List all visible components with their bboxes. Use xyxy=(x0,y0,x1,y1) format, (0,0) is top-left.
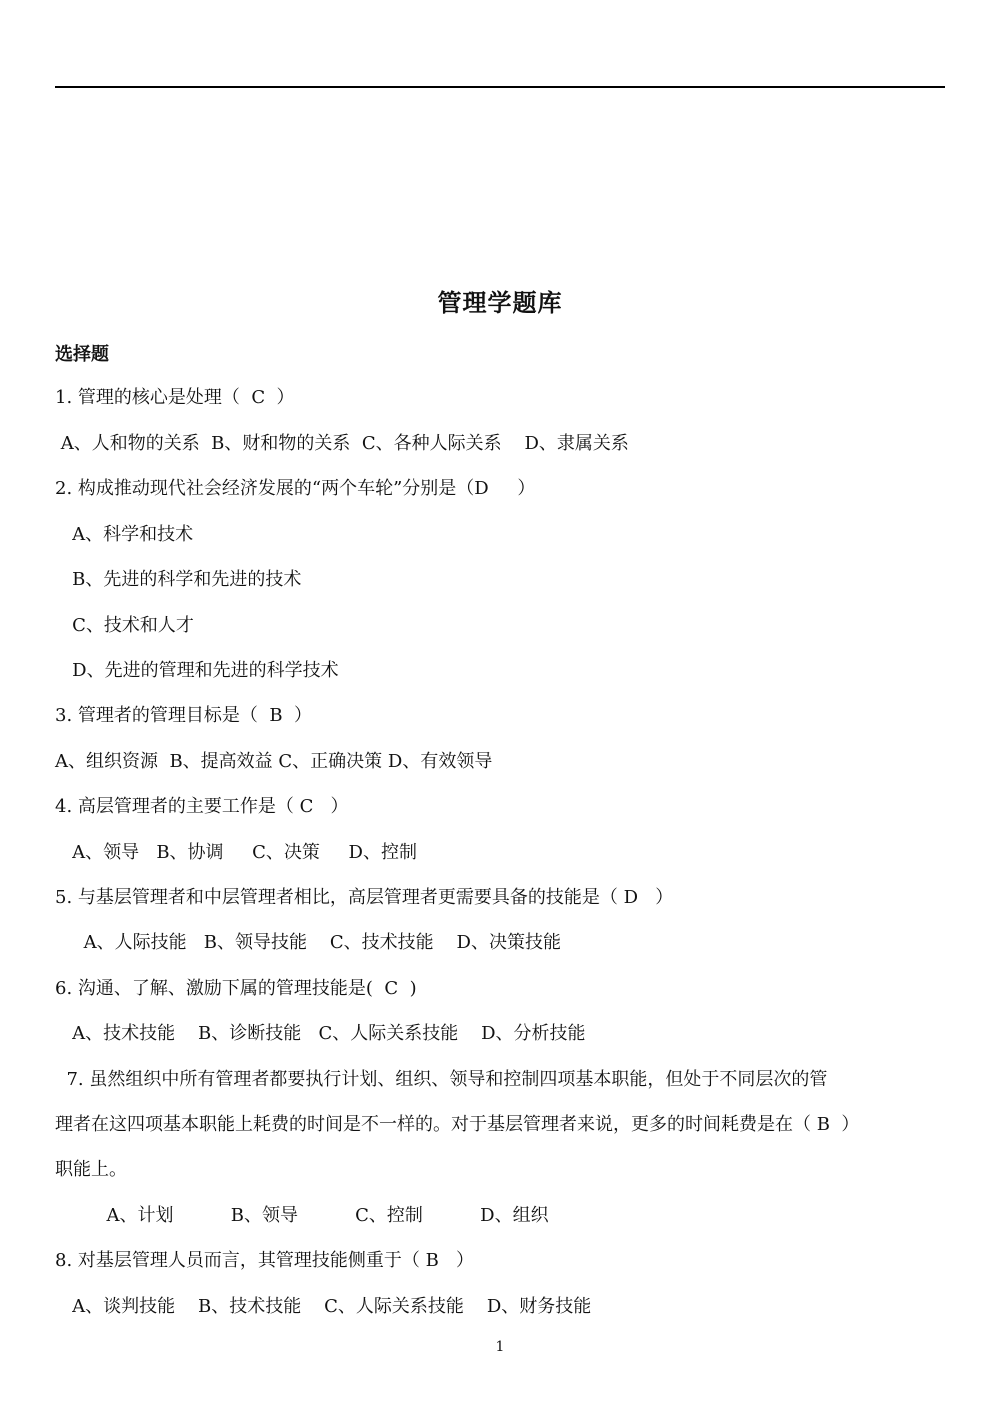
question-4: 4. 高层管理者的主要工作是（ C ） xyxy=(55,796,349,817)
question-8-options: A、谈判技能 B、技术技能 C、人际关系技能 D、财务技能 xyxy=(55,1296,592,1317)
question-2-option-b: B、先进的科学和先进的技术 xyxy=(55,569,302,590)
question-3: 3. 管理者的管理目标是（ B ） xyxy=(55,705,313,726)
question-6: 6. 沟通、了解、激励下属的管理技能是( C ) xyxy=(55,978,417,999)
question-2-option-c: C、技术和人才 xyxy=(55,615,194,636)
question-1-options: A、人和物的关系 B、财和物的关系 C、各种人际关系 D、隶属关系 xyxy=(55,433,629,454)
question-1: 1. 管理的核心是处理（ C ） xyxy=(55,387,295,408)
question-3-options: A、组织资源 B、提高效益 C、正确决策 D、有效领导 xyxy=(55,751,493,772)
question-2-option-d: D、先进的管理和先进的科学技术 xyxy=(55,660,339,681)
header-rule xyxy=(55,86,945,88)
question-7-line-2: 理者在这四项基本职能上耗费的时间是不一样的。对于基层管理者来说，更多的时间耗费是在（ B ） xyxy=(55,1114,860,1135)
question-7-line-1: 7. 虽然组织中所有管理者都要执行计划、组织、领导和控制四项基本职能，但处于不同层次的管 xyxy=(55,1069,828,1090)
section-heading: 选择题 xyxy=(55,344,109,365)
question-2: 2. 构成推动现代社会经济发展的“两个车轮”分别是（D ） xyxy=(55,478,536,499)
question-2-option-a: A、科学和技术 xyxy=(55,524,194,545)
page-number: 1 xyxy=(495,1339,505,1355)
question-7-options: A、计划 B、领导 C、控制 D、组织 xyxy=(55,1205,549,1226)
question-8: 8. 对基层管理人员而言，其管理技能侧重于（ B ） xyxy=(55,1250,475,1271)
question-6-options: A、技术技能 B、诊断技能 C、人际关系技能 D、分析技能 xyxy=(55,1023,586,1044)
question-5: 5. 与基层管理者和中层管理者相比，高层管理者更需要具备的技能是（ D ） xyxy=(55,887,674,908)
question-7-line-3: 职能上。 xyxy=(55,1159,127,1180)
question-4-options: A、领导 B、协调 C、决策 D、控制 xyxy=(55,842,417,863)
document-title: 管理学题库 xyxy=(437,289,563,317)
question-5-options: A、人际技能 B、领导技能 C、技术技能 D、决策技能 xyxy=(55,932,561,953)
